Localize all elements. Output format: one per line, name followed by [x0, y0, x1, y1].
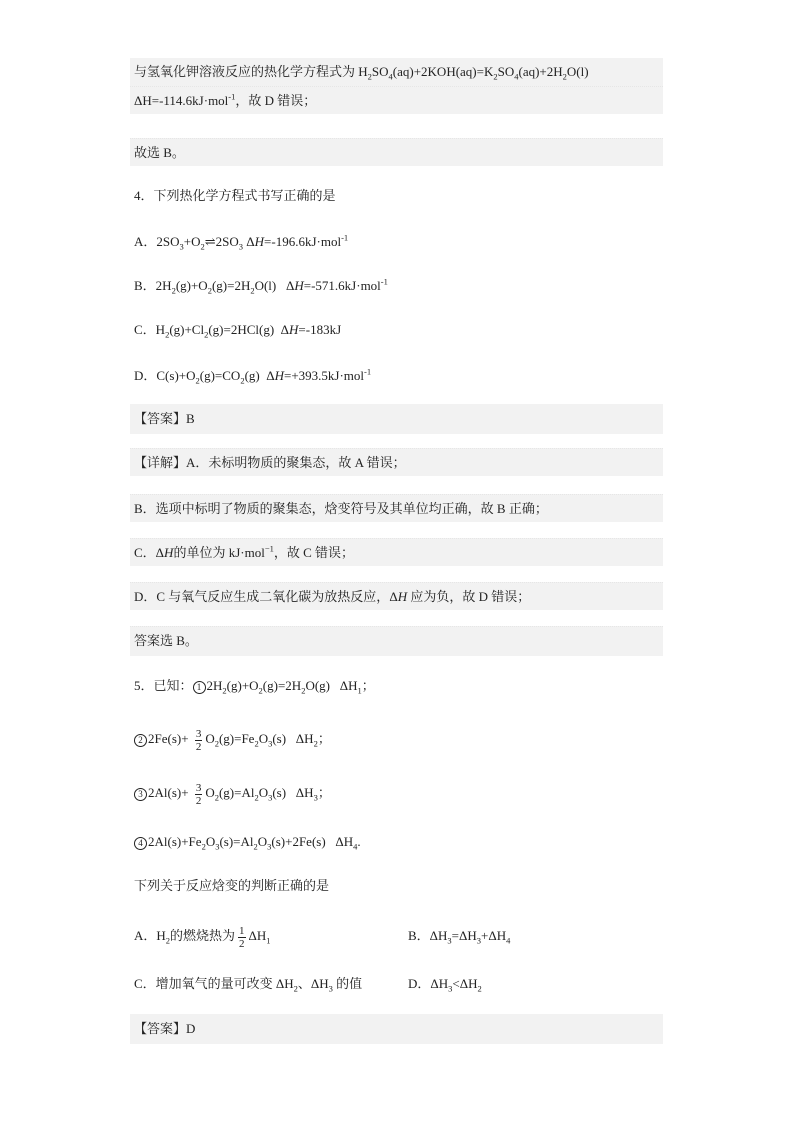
text: 应为负，故 D 错误； [410, 589, 531, 604]
answer-value: B [186, 411, 195, 426]
text: D．C 与氧气反应生成二氧化碳为放热反应， [134, 589, 390, 604]
question-5-judge [130, 872, 663, 900]
text: C． [134, 545, 156, 560]
fraction-three-halves: $\frac{3}{2}$ [195, 781, 202, 807]
question-5-eq-2: 2 2Fe(s)+ $\frac{3}{2}$ $O_2(g)=Fe_2O_3(s)$ $\Delta H_2$； [130, 720, 663, 758]
text: D． [134, 368, 157, 383]
detail-line-d: D．C 与氧气反应生成二氧化碳为放热反应，ΔH 应为负，故 D 错误； [130, 582, 663, 610]
detail-line-a [130, 448, 663, 476]
text: 的单位为 kJ·mol [173, 545, 265, 560]
answer-4 [130, 404, 663, 434]
detail-conclusion [130, 626, 663, 656]
circled-one-icon: 1 [193, 681, 206, 694]
text: A． [134, 234, 157, 249]
question-5-stem: 5．已知： 1 $2H_2(g)+O_2(g)=2H_2O(g)$ $\Delta H_1$； [134, 678, 375, 696]
circled-four-icon: 4 [134, 837, 147, 850]
text: ，故 D 错误； [235, 93, 317, 108]
text: A．未标明物质的聚集态，故 A 错误； [186, 455, 406, 470]
text: 与氢氧化钾溶液反应的热化学方程式为 [134, 64, 356, 79]
answer-label: 【答案】 [134, 1021, 187, 1036]
text: 下列关于反应焓变的判断正确的是 [134, 878, 330, 893]
explanation-line-3 [130, 138, 663, 166]
text: B． [408, 928, 430, 943]
text: 4．下列热化学方程式书写正确的是 [134, 188, 336, 203]
text: B．选项中标明了物质的聚集态，焓变符号及其单位均正确，故 B 正确； [134, 501, 548, 516]
text: C． [134, 322, 156, 337]
text: A．H [134, 928, 166, 943]
option-b: B．$\Delta H_3=\Delta H_3+\Delta H_4$ [408, 928, 511, 946]
explanation-line-2: ΔH=-114.6kJ·mol$^{-1}$，故 D 错误； [130, 86, 663, 114]
explanation-line-1: 与氢氧化钾溶液反应的热化学方程式为 $H_2SO_4(aq)+2KOH(aq)=K_2SO_4(aq)+2H_2O(l)$ [130, 58, 663, 86]
answer-5 [130, 1014, 663, 1044]
question-5-options-cd: C．增加氧气的量可改变 $\Delta H_2$、$\Delta H_3$ 的值 D．$\Delta H_3<\Delta H_2$ [130, 970, 663, 998]
circled-two-icon: 2 [134, 734, 147, 747]
answer-label: 【答案】 [134, 411, 187, 426]
text: 答案选 B。 [134, 633, 198, 648]
option-d: D．$\Delta H_3<\Delta H_2$ [408, 976, 482, 994]
detail-line-b [130, 494, 663, 522]
fraction-one-half: $\frac{1}{2}$ [239, 924, 245, 950]
text: 5．已知： [134, 678, 193, 693]
detail-line-c: C．ΔH的单位为 kJ·mol$^{-1}$，故 C 错误； [130, 538, 663, 566]
question-5-eq-3: 3 2Al(s)+ $\frac{3}{2}$ $O_2(g)=Al_2O_3(s)$ $\Delta H_3$； [130, 774, 663, 812]
circled-three-icon: 3 [134, 788, 147, 801]
answer-value: D [186, 1021, 196, 1036]
question-4-option-b: B．$2H_2(g)+O_2(g)=2H_2O(l)$ ΔH=-571.6kJ·mol$^{-1}$ [134, 276, 388, 296]
question-4-option-a: A．$2SO_3+O_2\rightleftharpoons 2SO_3$ ΔH=-196.6kJ·mol$^{-1}$ [134, 232, 349, 252]
detail-label: 【详解】 [134, 455, 187, 470]
text: B． [134, 278, 156, 293]
question-4-option-d: D．$C(s)+O_2(g)=CO_2(g)$ ΔH=+393.5kJ·mol$^{-1}$ [134, 366, 372, 386]
text: 的燃烧热为 [170, 928, 236, 943]
question-4-option-c: C．$H_2(g)+Cl_2(g)=2HCl(g)$ ΔH=-183kJ [134, 322, 342, 340]
text: D． [408, 976, 431, 991]
question-5-eq-4: 4 $2Al(s)+Fe_2O_3(s)=Al_2O_3(s)+2Fe(s)$ $\Delta H_4$. [130, 828, 663, 856]
text: ，故 C 错误； [273, 545, 355, 560]
question-5-options-ab: A．$H_2$的燃烧热为 $\frac{1}{2}$ $\Delta H_1$ B．$\Delta H_3=\Delta H_3+\Delta H_4$ [130, 918, 663, 954]
text: C．增加氧气的量可改变 [134, 976, 273, 991]
text: 的值 [336, 976, 363, 991]
question-4-stem [130, 182, 663, 210]
text: 故选 B。 [134, 145, 185, 160]
fraction-three-halves: $\frac{3}{2}$ [195, 727, 202, 753]
